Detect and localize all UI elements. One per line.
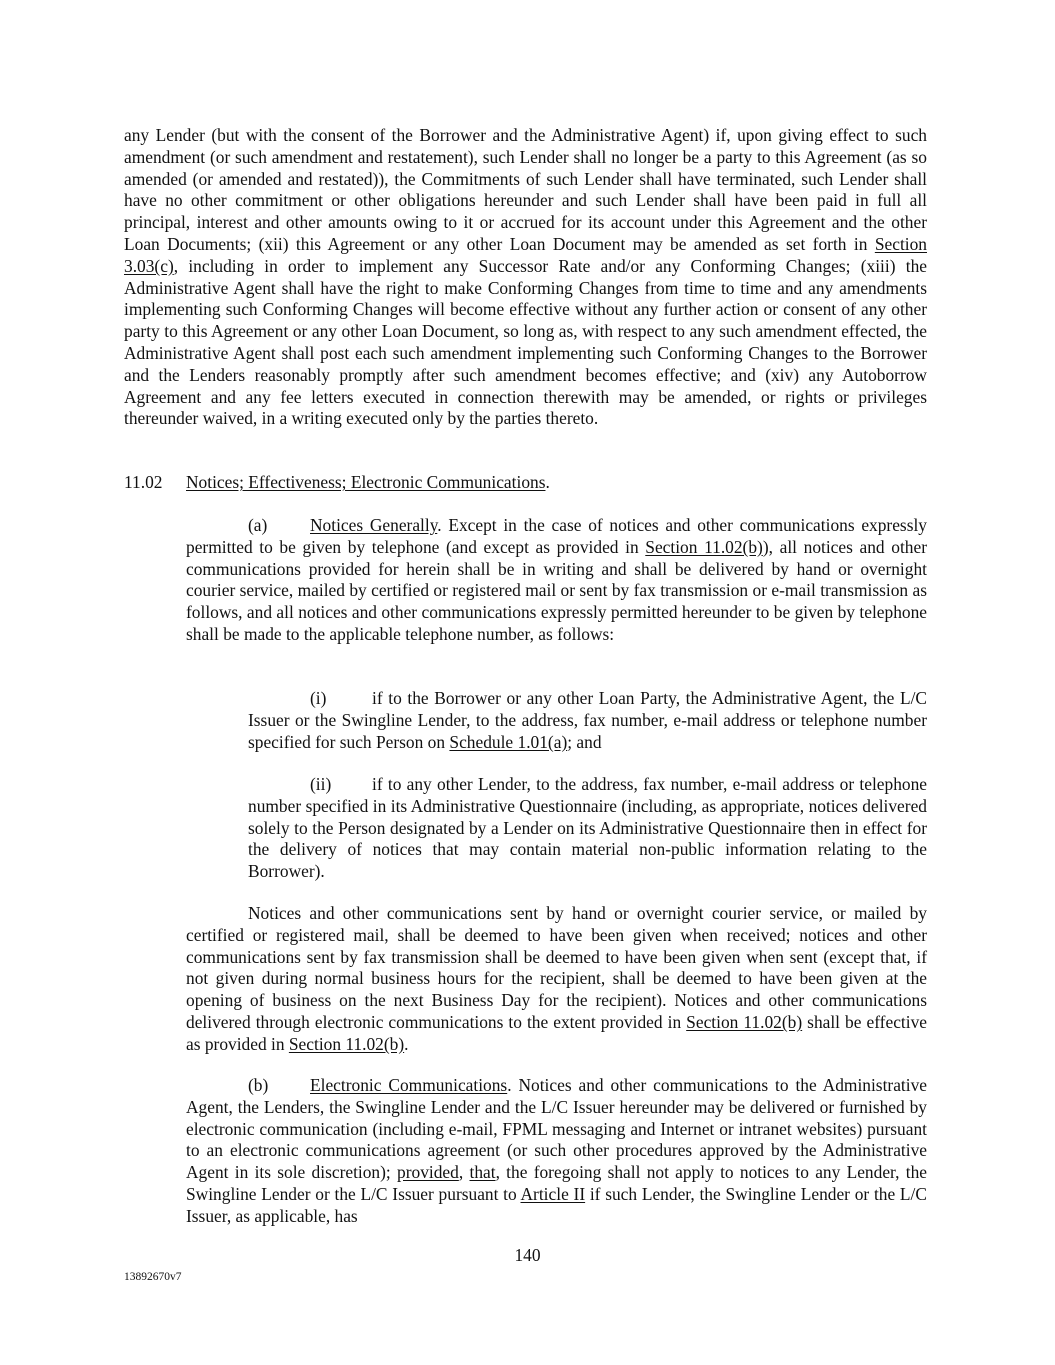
section-reference: Section 11.02(b)	[645, 536, 763, 557]
section-reference: Section 11.02(b)	[686, 1011, 803, 1032]
section-reference: Section 11.02(b)	[288, 1033, 405, 1054]
section-number: 11.02	[124, 472, 163, 492]
paragraph-label: (a)	[248, 515, 268, 535]
paragraph-a: (a) Notices Generally. Except in the case of notices and other communications expressly permitted to be given by telephone (and except as provided in Section 11.02(b)), all notices and other communications provided for herein shall be in writing and shall be delivered by hand or overnight courier service, mailed by certified or registered mail or sent by fax transmission or e-mail transmission as follows, and all notices and other communications expressly permitted hereunder to be given by telephone shall be made to the applicable telephone number, as follows:	[186, 515, 927, 644]
paragraph-title: Electronic Communications	[310, 1075, 508, 1095]
paragraph-ii: (ii) if to any other Lender, to the address, fax number, e-mail address or telephone number specified in its Administrative Questionnaire (including, as appropriate, notices delivered solely to the Person designated by a Lender on its Administrative Questionnaire then in effect for the delivery of notices that may contain material non-public information relating to the Borrower).	[248, 774, 927, 882]
paragraph-label: (i)	[310, 688, 327, 708]
section-title: Notices; Effectiveness; Electronic Communications	[186, 472, 546, 492]
document-id: 13892670v7	[124, 1271, 182, 1283]
paragraph-b: (b) Electronic Communications. Notices and other communications to the Administrative Agent, the Lenders, the Swingline Lender and the L/C Issuer hereunder may be delivered or furnished by electronic communication (including e-mail, FPML messaging and Internet or intranet websites) pursuant to an electronic communications agreement (or such other procedures approved by the Administrative Agent in its sole discretion); provided, that, the foregoing shall not apply to notices to any Lender, the Swingline Lender or the L/C Issuer pursuant to Article II if such Lender, the Swingline Lender or the L/C Issuer, as applicable, has	[186, 1075, 927, 1226]
section-reference: Section 3.03(c)	[124, 233, 927, 276]
schedule-reference: Schedule 1.01(a)	[449, 731, 568, 752]
paragraph-i: (i) if to the Borrower or any other Loan Party, the Administrative Agent, the L/C Issuer or the Swingline Lender, to the address, fax number, e-mail address or telephone number specified for such Person on Schedule 1.01(a); and	[248, 688, 927, 752]
intro-paragraph: any Lender (but with the consent of the Borrower and the Administrative Agent) if, upon giving effect to such amendment (or such amendment and restatement), such Lender shall no longer be a party to this Agreement (as so amended (or amended and restated)), the Commitments of such Lender shall have terminated, such Lender shall have no other commitment or other obligations hereunder and such Lender shall have been paid in full all principal, interest and other amounts owing to it or accrued for its account under this Agreement and the other Loan Documents; (xii) this Agreement or any other Loan Document may be amended as set forth in Section 3.03(c), including in order to implement any Successor Rate and/or any Conforming Changes; (xiii) the Administrative Agent shall have the right to make Conforming Changes from time to time and any amendments implementing such Conforming Changes will become effective without any further action or consent of any other party to this Agreement or any other Loan Document, so long as, with respect to any such amendment effected, the Administrative Agent shall post each such amendment implementing such Conforming Changes to the Borrower and the Lenders reasonably promptly after such amendment becomes effective; and (xiv) any Autoborrow Agreement and any fee letters executed in connection therewith may be amended, or rights or privileges thereunder waived, in a writing executed only by the parties thereto.	[124, 125, 927, 429]
provided-term: provided	[397, 1162, 459, 1183]
paragraph-title: Notices Generally	[310, 515, 438, 535]
paragraph-label: (b)	[248, 1075, 269, 1095]
section-heading: 11.02 Notices; Effectiveness; Electronic Communications.	[124, 472, 550, 492]
that-term: that	[469, 1162, 496, 1183]
page-number: 140	[514, 1245, 541, 1265]
paragraph-notices-effectiveness: Notices and other communications sent by hand or overnight courier service, or mailed by certified or registered mail, shall be deemed to have been given when received; notices and other communications sent by fax transmission shall be deemed to have been given when sent (except that, if not given during normal business hours for the recipient, shall be deemed to have been given at the opening of business on the next Business Day for the recipient). Notices and other communications delivered through electronic communications to the extent provided in Section 11.02(b) shall be effective as provided in Section 11.02(b).	[186, 903, 927, 1054]
paragraph-label: (ii)	[310, 774, 332, 794]
article-reference: Article II	[520, 1183, 586, 1204]
